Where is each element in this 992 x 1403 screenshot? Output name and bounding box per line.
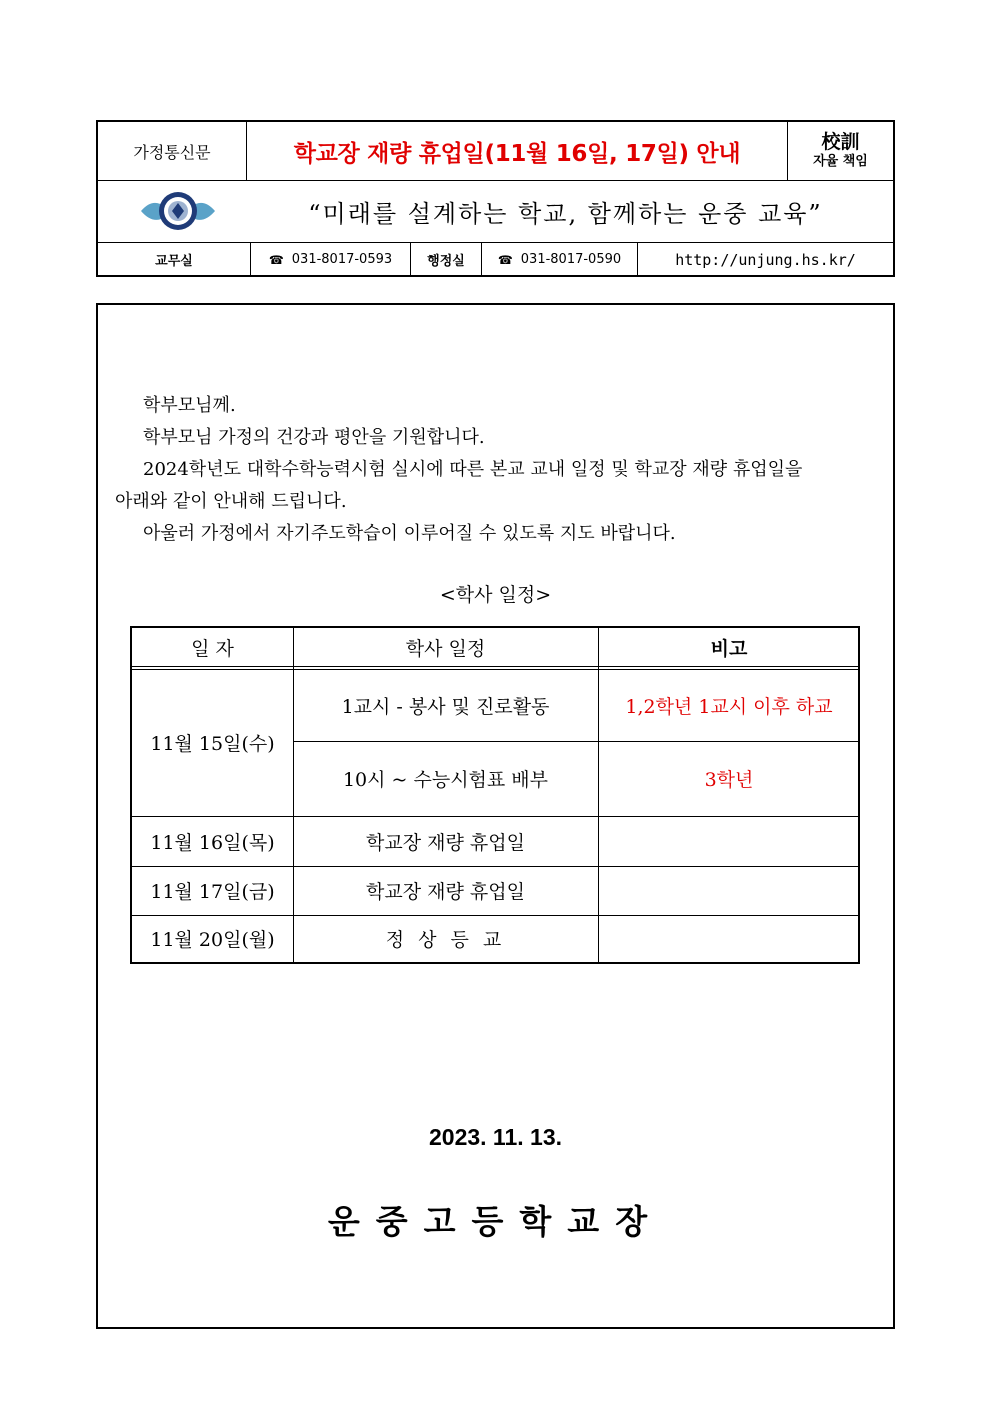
url-cell [638, 242, 893, 277]
category-label: 가정통신문 [133, 142, 211, 162]
table-cell-date: 11월 16일(목) [150, 831, 275, 854]
table-cell-note [598, 816, 860, 866]
letter-line: 아울러 가정에서 자기주도학습이 이루어질 수 있도록 지도 바랍니다. [143, 523, 676, 544]
table-cell-note [598, 915, 860, 962]
column-header-date: 일 자 [191, 637, 234, 660]
greeting: 학부모님께. [143, 395, 236, 416]
page-title: 학교장 재량 휴업일(11월 16일, 17일) 안내 [293, 140, 741, 167]
table-cell-event: 학교장 재량 휴업일 [366, 881, 525, 903]
header-slogan-row [98, 180, 893, 243]
school-emblem-icon [128, 180, 228, 242]
column-header-note: 비고 [710, 637, 748, 660]
phone-icon: ☎ [497, 252, 513, 267]
column-header-event: 학사 일정 [405, 637, 486, 660]
motto-hanja: 校訓 [821, 131, 860, 153]
table-cell-event: 학교장 재량 휴업일 [366, 831, 525, 854]
letter-date: 2023. 11. 13. [428, 1124, 562, 1150]
table-divider [132, 666, 858, 667]
office1-label: 교무실 [155, 254, 193, 269]
table-cell-date: 11월 20일(월) [150, 929, 275, 951]
office1-cell [98, 242, 251, 277]
office1-phone-cell [251, 242, 411, 277]
title-cell [247, 122, 788, 180]
newsletter-header [96, 120, 895, 277]
table-cell-note [598, 866, 860, 915]
signer-name: 운중고등학교장 [327, 1202, 664, 1241]
phone-icon: ☎ [268, 252, 284, 267]
letter-line: 아래와 같이 안내해 드립니다. [115, 491, 347, 512]
header-contact-row [98, 242, 893, 277]
table-cell-date: 11월 17일(금) [150, 881, 275, 903]
category-cell [98, 122, 247, 180]
header-title-row [98, 122, 893, 181]
office1-phone: 031-8017-0593 [291, 252, 393, 267]
table-cell-note: 3학년 [704, 769, 754, 791]
school-slogan: “미래를 설계하는 학교, 함께하는 운중 교육” [308, 199, 823, 228]
slogan-cell [238, 180, 893, 242]
table-cell-event: 10시 ~ 수능시험표 배부 [342, 769, 549, 791]
table-cell-date: 11월 15일(수) [150, 733, 275, 755]
motto-text: 자율 책임 [813, 154, 868, 169]
letter-line: 학부모님 가정의 건강과 평안을 기원합니다. [143, 427, 485, 448]
office2-phone: 031-8017-0590 [520, 252, 622, 267]
office2-phone-cell [482, 242, 638, 277]
office2-label: 행정실 [427, 254, 465, 269]
letter-line: 2024학년도 대학수학능력시험 실시에 따른 본교 교내 일정 및 학교장 재량 휴업일을 [143, 459, 803, 480]
schedule-title: <학사 일정> [439, 584, 552, 606]
table-cell-note: 1,2학년 1교시 이후 하교 [625, 695, 833, 718]
table-cell-event: 정 상 등 교 [385, 929, 506, 951]
table-cell-event: 1교시 - 봉사 및 진로활동 [341, 695, 550, 718]
office2-cell [411, 242, 482, 277]
schedule-table [130, 626, 860, 964]
letter-text [115, 390, 885, 550]
school-url-link[interactable]: http://unjung.hs.kr/ [675, 250, 856, 269]
motto-cell [788, 122, 893, 180]
